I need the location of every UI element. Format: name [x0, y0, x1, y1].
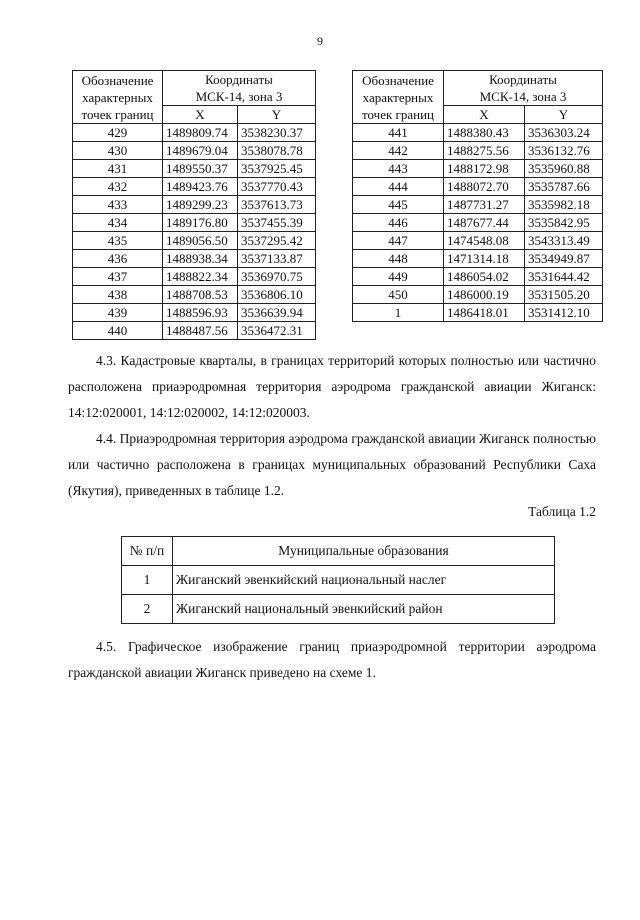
table-row	[353, 142, 603, 160]
point-number: 440	[73, 322, 163, 340]
coord-y: 3537455.39	[238, 214, 316, 232]
point-number: 450	[353, 286, 444, 304]
table-row	[73, 250, 316, 268]
header-coords-line: МСК-14, зона 3	[195, 89, 283, 104]
page-number: 9	[317, 34, 323, 48]
header-coords-line: МСК-14, зона 3	[479, 89, 567, 104]
point-number: 442	[353, 142, 444, 160]
table-row	[353, 196, 603, 214]
point-number: 449	[353, 268, 444, 286]
point-number: 433	[73, 196, 163, 214]
header-point-label	[73, 71, 163, 124]
table-row	[73, 232, 316, 250]
header-x: X	[163, 106, 238, 124]
coord-x: 1488275.56	[444, 142, 525, 160]
header-label-line: точек границ	[81, 106, 154, 122]
table-row	[353, 214, 603, 232]
table-row	[353, 304, 603, 322]
header-municipality: Муниципальные образования	[173, 537, 555, 566]
row-number: 1	[122, 566, 173, 595]
coord-y: 3543313.49	[525, 232, 603, 250]
coord-x: 1486054.02	[444, 268, 525, 286]
paragraph-4-5: 4.5. Графическое изображение границ приаэродромной территории аэродрома гражданской авиации Жиганск приведено на схеме 1.	[68, 639, 596, 680]
header-number: № п/п	[122, 537, 173, 566]
header-label-line: Обозначение	[81, 72, 154, 88]
coord-x: 1474548.08	[444, 232, 525, 250]
point-number: 444	[353, 178, 444, 196]
coord-x: 1489809.74	[163, 124, 238, 142]
point-number: 435	[73, 232, 163, 250]
muni-table-body	[122, 537, 555, 624]
table-row	[73, 322, 316, 340]
coord-x: 1487731.27	[444, 196, 525, 214]
point-number: 1	[353, 304, 444, 322]
coord-y: 3536472.31	[238, 322, 316, 340]
header-coordinates	[163, 71, 316, 106]
coord-x: 1488172.98	[444, 160, 525, 178]
table-row	[353, 268, 603, 286]
point-number: 432	[73, 178, 163, 196]
table-row	[353, 232, 603, 250]
table-row	[353, 286, 603, 304]
table-row	[73, 178, 316, 196]
coord-x: 1488596.93	[163, 304, 238, 322]
table-row	[353, 178, 603, 196]
coord-x: 1486418.01	[444, 304, 525, 322]
point-number: 434	[73, 214, 163, 232]
point-number: 430	[73, 142, 163, 160]
coord-x: 1488072.70	[444, 178, 525, 196]
coord-x: 1488380.43	[444, 124, 525, 142]
point-number: 431	[73, 160, 163, 178]
table-row	[73, 142, 316, 160]
table-row	[73, 304, 316, 322]
coord-x: 1486000.19	[444, 286, 525, 304]
municipality-name: Жиганский национальный эвенкийский район	[173, 595, 555, 624]
table-row	[353, 124, 603, 142]
coord-y: 3536806.10	[238, 286, 316, 304]
point-number: 445	[353, 196, 444, 214]
coordinates-table-right	[352, 70, 603, 322]
coord-x: 1489550.37	[163, 160, 238, 178]
coord-y: 3535982.18	[525, 196, 603, 214]
header-point-label	[353, 71, 444, 124]
coord-y: 3536970.75	[238, 268, 316, 286]
coord-y: 3536132.76	[525, 142, 603, 160]
coord-y: 3537613.73	[238, 196, 316, 214]
header-x: X	[444, 106, 525, 124]
right-table-body	[353, 71, 603, 322]
coord-x: 1488938.34	[163, 250, 238, 268]
header-label-line: точек границ	[361, 106, 435, 122]
header-coordinates	[444, 71, 603, 106]
coord-x: 1488822.34	[163, 268, 238, 286]
coord-y: 3535960.88	[525, 160, 603, 178]
municipality-name: Жиганский эвенкийский национальный наслег	[173, 566, 555, 595]
left-table-body	[73, 71, 316, 340]
coord-x: 1471314.18	[444, 250, 525, 268]
coord-y: 3536639.94	[238, 304, 316, 322]
point-number: 446	[353, 214, 444, 232]
coord-y: 3537770.43	[238, 178, 316, 196]
coord-y: 3531412.10	[525, 304, 603, 322]
coord-y: 3535842.95	[525, 214, 603, 232]
table-row	[353, 250, 603, 268]
header-y: Y	[525, 106, 603, 124]
coord-y: 3531644.42	[525, 268, 603, 286]
point-number: 437	[73, 268, 163, 286]
table-row	[122, 566, 555, 595]
coord-y: 3537925.45	[238, 160, 316, 178]
coord-y: 3534949.87	[525, 250, 603, 268]
point-number: 448	[353, 250, 444, 268]
header-label-line: характерных	[82, 89, 153, 105]
coord-y: 3535787.66	[525, 178, 603, 196]
table-row	[73, 124, 316, 142]
coordinates-table-left	[72, 70, 316, 340]
muni-header-row	[122, 537, 555, 566]
coord-x: 1489679.04	[163, 142, 238, 160]
coord-x: 1488708.53	[163, 286, 238, 304]
table-row	[73, 268, 316, 286]
table-row	[353, 160, 603, 178]
point-number: 429	[73, 124, 163, 142]
coord-y: 3538230.37	[238, 124, 316, 142]
table-row	[73, 160, 316, 178]
header-coords-line: Координаты	[205, 72, 273, 87]
table-row	[73, 286, 316, 304]
point-number: 441	[353, 124, 444, 142]
coord-x: 1488487.56	[163, 322, 238, 340]
coord-y: 3537133.87	[238, 250, 316, 268]
point-number: 438	[73, 286, 163, 304]
coord-y: 3538078.78	[238, 142, 316, 160]
header-y: Y	[238, 106, 316, 124]
point-number: 447	[353, 232, 444, 250]
coord-y: 3536303.24	[525, 124, 603, 142]
point-number: 439	[73, 304, 163, 322]
coord-x: 1489056.50	[163, 232, 238, 250]
point-number: 436	[73, 250, 163, 268]
header-coords-line: Координаты	[489, 72, 557, 87]
table-row	[73, 196, 316, 214]
coord-x: 1489299.23	[163, 196, 238, 214]
coord-x: 1489423.76	[163, 178, 238, 196]
municipalities-table	[121, 536, 555, 624]
header-label-line: Обозначение	[362, 72, 434, 88]
paragraph-4-3: 4.3. Кадастровые кварталы, в границах территорий которых полностью или частично расположена приаэродромная территория аэродрома гражданской авиации Жиганск: 14:12:020001, 14:12:020002, 14:12:020003.	[68, 353, 596, 420]
coord-x: 1489176.80	[163, 214, 238, 232]
header-label-line: характерных	[362, 89, 434, 105]
paragraph-4-4: 4.4. Приаэродромная территория аэродрома гражданской авиации Жиганск полностью или частично расположена в границах муниципальных образований Республики Саха (Якутия), приведенных в таблице 1.2.	[68, 431, 596, 498]
coord-y: 3531505.20	[525, 286, 603, 304]
coord-x: 1487677.44	[444, 214, 525, 232]
table-row	[73, 214, 316, 232]
table-caption: Таблица 1.2	[528, 504, 596, 519]
row-number: 2	[122, 595, 173, 624]
coord-y: 3537295.42	[238, 232, 316, 250]
point-number: 443	[353, 160, 444, 178]
table-row	[122, 595, 555, 624]
